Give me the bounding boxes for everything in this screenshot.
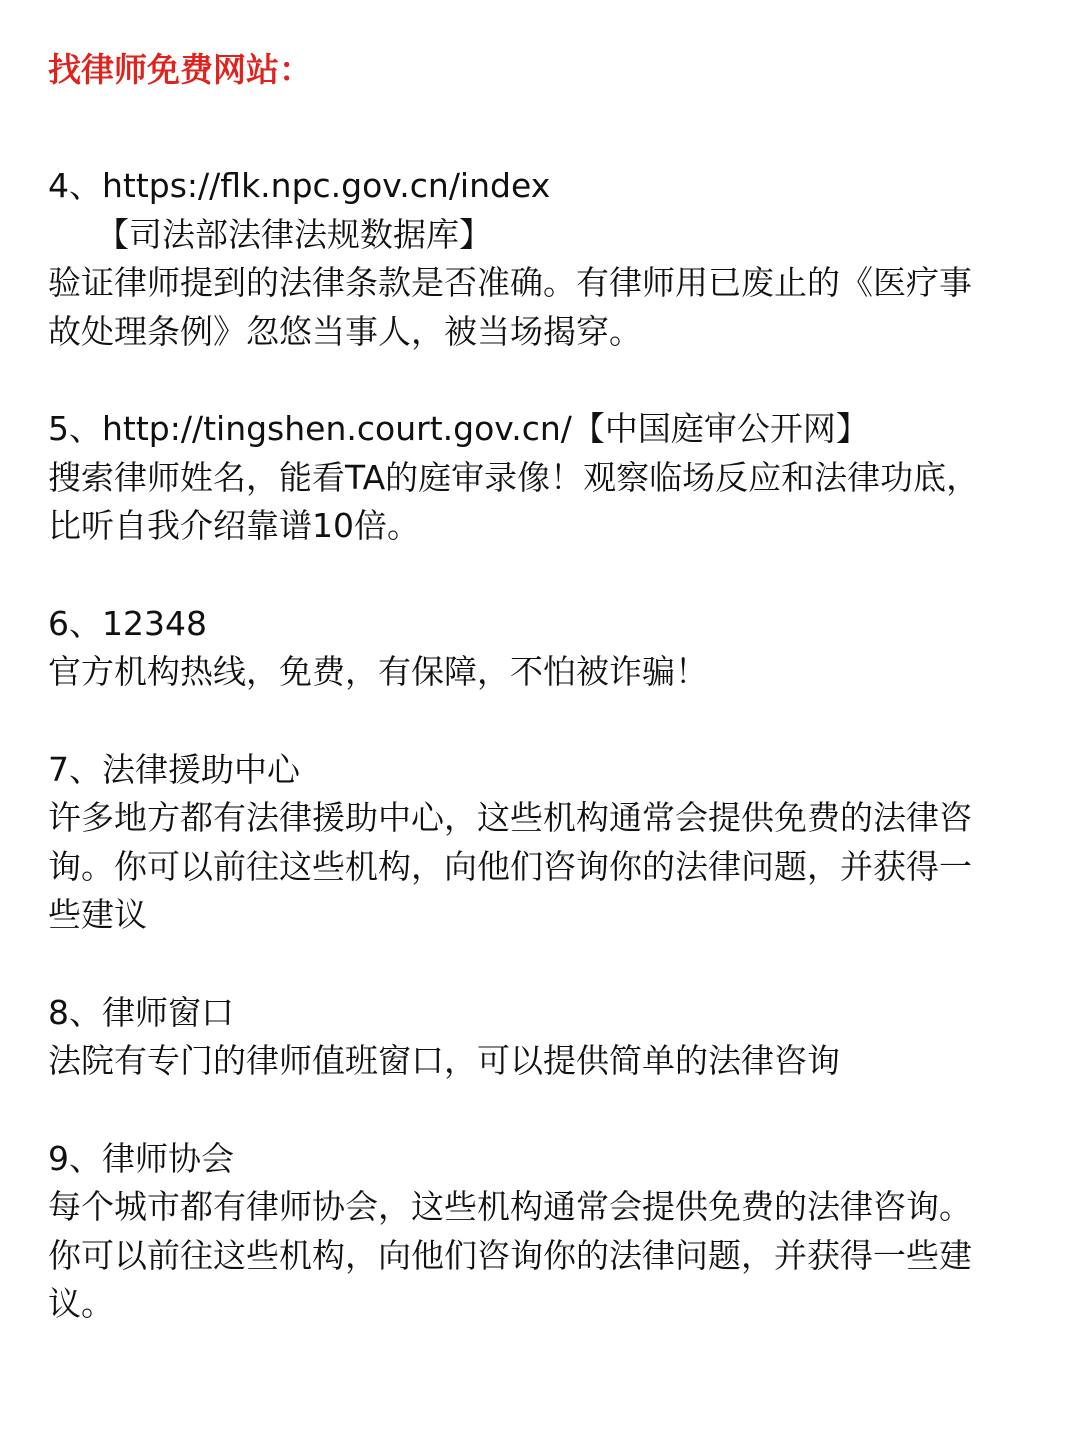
section-body-line: 法院有专门的律师值班窗口，可以提供简单的法律咨询 bbox=[48, 1041, 840, 1080]
spacer bbox=[48, 940, 1038, 989]
section-subheading: 【司法部法律法规数据库】 bbox=[96, 214, 492, 254]
section-heading: 5、http://tingshen.court.gov.cn/【中国庭审公开网】 bbox=[48, 409, 869, 448]
section-body-line: 你可以前往这些机构，向他们咨询你的法律问题，并获得一些建 bbox=[48, 1235, 972, 1275]
spacer bbox=[48, 1086, 1038, 1135]
section-legal-aid bbox=[48, 746, 1038, 940]
section-body-line: 比听自我介绍靠谱10倍。 bbox=[48, 506, 420, 545]
section-body-line: 故处理条例》忽悠当事人，被当场揭穿。 bbox=[48, 311, 642, 351]
section-heading: 7、法律援助中心 bbox=[48, 749, 300, 789]
section-body-line: 验证律师提到的法律条款是否准确。有律师用已废止的《医疗事 bbox=[48, 263, 972, 302]
spacer bbox=[48, 697, 1038, 746]
section-heading: 8、律师窗口 bbox=[48, 992, 234, 1032]
spacer bbox=[48, 356, 1038, 405]
article bbox=[48, 40, 1038, 1329]
section-heading: 9、律师协会 bbox=[48, 1138, 234, 1178]
spacer bbox=[48, 100, 1038, 162]
section-heading: 4、https://flk.npc.gov.cn/index bbox=[48, 166, 551, 205]
section-body-line: 官方机构热线，免费，有保障，不怕被诈骗！ bbox=[48, 652, 708, 691]
section-body-line: 询。你可以前往这些机构，向他们咨询你的法律问题，并获得一 bbox=[48, 846, 972, 886]
section-heading: 6、12348 bbox=[48, 603, 207, 643]
spacer bbox=[48, 551, 1038, 600]
section-lawyer-window bbox=[48, 989, 1038, 1086]
section-bar-association bbox=[48, 1135, 1038, 1329]
section-tingshen bbox=[48, 405, 1038, 551]
section-body-line: 每个城市都有律师协会，这些机构通常会提供免费的法律咨询。 bbox=[48, 1187, 972, 1226]
page-title: 找律师免费网站： bbox=[48, 50, 312, 89]
section-flk bbox=[48, 162, 1038, 356]
section-body-line: 搜索律师姓名，能看TA的庭审录像！观察临场反应和法律功底， bbox=[48, 457, 980, 497]
section-body-line: 许多地方都有法律援助中心，这些机构通常会提供免费的法律咨 bbox=[48, 798, 972, 837]
section-body-line: 议。 bbox=[48, 1284, 114, 1323]
section-hotline bbox=[48, 600, 1038, 697]
section-body-line: 些建议 bbox=[48, 895, 147, 934]
